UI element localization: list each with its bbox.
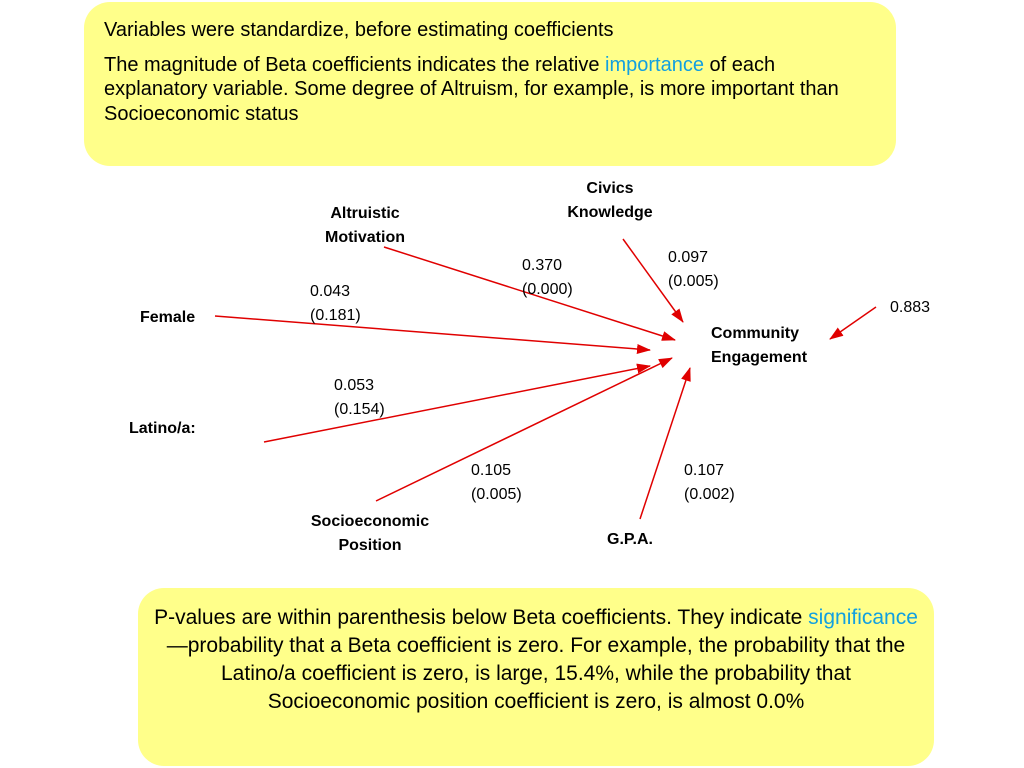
coef-socioeconomic-beta: 0.105 [471, 462, 512, 479]
coef-female-p: (0.181) [310, 307, 361, 324]
standardization-note: Variables were standardize, before estimating coefficients [104, 19, 614, 41]
arrow-socioeconomic-to-community [376, 358, 672, 501]
node-community-line-1: Community [711, 325, 799, 342]
node-altruistic-line-1: Altruistic [330, 205, 400, 222]
coef-latino [334, 374, 385, 422]
importance-highlight: importance [605, 53, 704, 76]
coef-socioeconomic-p: (0.005) [471, 486, 522, 503]
node-female: Female [140, 309, 196, 326]
coef-socioeconomic [471, 459, 522, 507]
node-gpa: G.P.A. [607, 531, 653, 548]
importance-note-text-2: of each explanatory variable. Some degree of Altruism, for example, is more important than Socioeconomic status [104, 53, 839, 125]
node-socioeconomic-line-1: Socioeconomic [310, 513, 430, 530]
coef-latino-beta: 0.053 [334, 377, 375, 394]
node-socioeconomic-position [290, 510, 450, 558]
significance-highlight: significance [808, 606, 918, 629]
node-altruistic-motivation [305, 202, 425, 250]
arrow-latino-to-community [264, 366, 650, 442]
node-civics-line-1: Civics [586, 180, 634, 197]
node-civics-line-2: Knowledge [567, 204, 653, 221]
coef-altruistic-p: (0.000) [522, 281, 573, 298]
coef-civics-beta: 0.097 [668, 249, 709, 266]
node-community-engagement [711, 322, 807, 370]
coef-civics-p: (0.005) [668, 273, 719, 290]
coef-gpa-p: (0.002) [684, 486, 735, 503]
node-altruistic-line-2: Motivation [325, 229, 405, 246]
node-latino: Latino/a: [129, 420, 196, 437]
coef-female [310, 280, 361, 328]
pvalue-note-text-1: P-values are within parenthesis below Beta coefficients. They indicate [154, 606, 809, 629]
node-civics-knowledge [550, 177, 670, 225]
bottom-note [138, 588, 934, 766]
coef-altruistic [522, 254, 573, 302]
coef-gpa-beta: 0.107 [684, 462, 725, 479]
coef-gpa [684, 459, 735, 507]
arrow-gpa-to-community [640, 368, 690, 519]
coef-latino-p: (0.154) [334, 401, 385, 418]
pvalue-note-text-2: —probability that a Beta coefficient is zero. For example, the probability that the Latino/a coefficient is zero, is large, 15.4%, while the probability that Socioeconomic position coefficient is zero, is almost 0.0% [166, 634, 906, 713]
coef-altruistic-beta: 0.370 [522, 257, 563, 274]
coef-female-beta: 0.043 [310, 283, 351, 300]
arrow-error-to-community [830, 307, 876, 339]
node-community-line-2: Engagement [711, 349, 808, 366]
coef-civics [668, 246, 719, 294]
node-socioeconomic-line-2: Position [338, 537, 402, 554]
coef-error: 0.883 [890, 299, 931, 316]
arrow-female-to-community [215, 316, 650, 350]
importance-note-text-1: The magnitude of Beta coefficients indicates the relative [104, 53, 606, 76]
